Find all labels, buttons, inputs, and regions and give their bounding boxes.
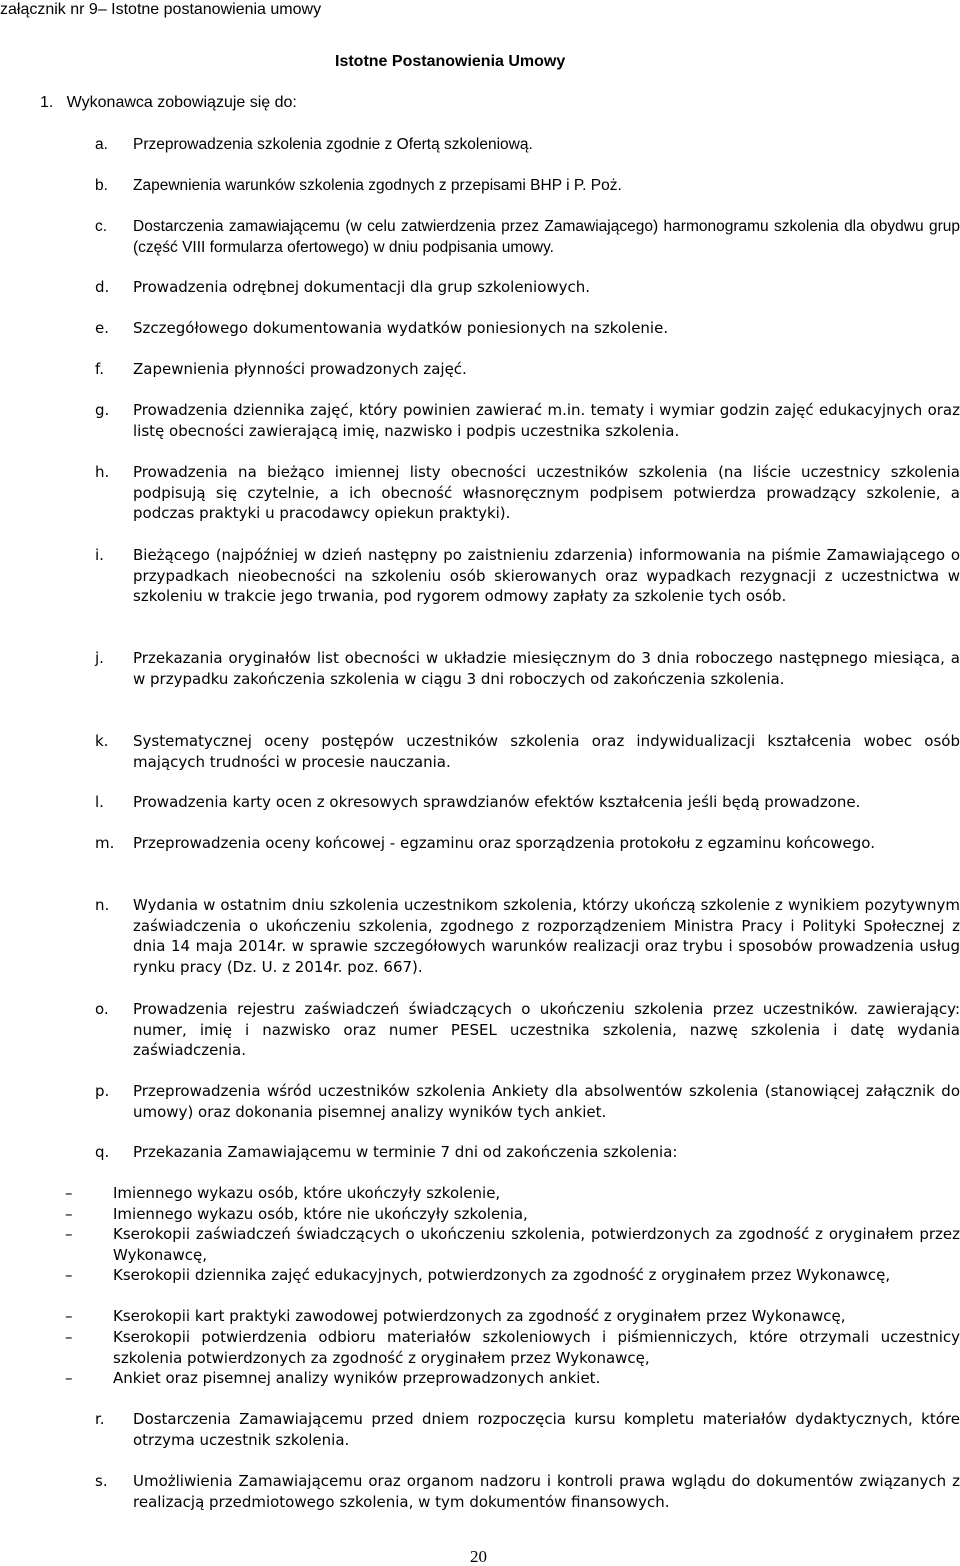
item-label: k. — [95, 732, 109, 750]
list-item — [95, 545, 960, 607]
dash-text: Kserokopii zaświadczeń świadczących o ukończeniu szkolenia, potwierdzonych za zgodność z oryginałem przez Wykonawcę, — [113, 1225, 960, 1264]
item-text: Prowadzenia dziennika zajęć, który powinien zawierać m.in. tematy i wymiar godzin zajęć edukacyjnych oraz listę obecności zawierającą imię, nazwisko i podpis uczestnika szkolenia. — [133, 401, 960, 440]
dash-item — [65, 1265, 960, 1286]
item-text: Prowadzenia odrębnej dokumentacji dla grup szkoleniowych. — [133, 278, 591, 296]
item-text: Systematycznej oceny postępów uczestników szkolenia oraz indywidualizacji kształcenia wobec osób mających trudności w procesie nauczania. — [133, 732, 960, 771]
item-label: j. — [95, 649, 104, 667]
intro-clause: 1. Wykonawca zobowiązuje się do: — [40, 94, 297, 111]
item-text: Prowadzenia rejestru zaświadczeń świadczących o ukończeniu szkolenia przez uczestników. zawierający: numer, imię i nazwisko oraz numer PESEL uczestnika szkolenia, nazwę szkolenia i datę wydania zaświadczenia. — [133, 1000, 960, 1060]
list-item — [95, 277, 960, 298]
list-item — [95, 648, 960, 689]
item-text: Wydania w ostatnim dniu szkolenia uczestnikom szkolenia, którzy ukończą szkolenie z wynikiem pozytywnym zaświadczenia o ukończeniu szkolenia, zgodnego z rozporządzeniem Ministra Pracy i Polityki Społecznej z dnia 14 maja 2014r. w sprawie szczegółowych warunków realizacji oraz trybu i sposobów prowadzenia usług rynku pracy (Dz. U. z 2014r. poz. 667). — [133, 896, 960, 976]
list-item — [95, 175, 960, 196]
item-text: Umożliwienia Zamawiającemu oraz organom nadzoru i kontroli prawa wglądu do dokumentów związanych z realizacją przedmiotowego szkolenia, w tym dokumentów finansowych. — [133, 1472, 960, 1511]
item-text: Prowadzenia karty ocen z okresowych sprawdzianów efektów kształcenia jeśli będą prowadzone. — [133, 793, 861, 811]
list-item — [95, 462, 960, 524]
list-item — [95, 1142, 960, 1163]
item-label: h. — [95, 463, 110, 481]
dash-item — [65, 1204, 960, 1225]
document-title: Istotne Postanowienia Umowy — [335, 53, 566, 70]
item-text: Przeprowadzenia szkolenia zgodnie z Ofertą szkoleniową. — [133, 136, 533, 153]
item-text: Szczegółowego dokumentowania wydatków poniesionych na szkolenie. — [133, 319, 669, 337]
item-text: Przeprowadzenia oceny końcowej - egzaminu oraz sporządzenia protokołu z egzaminu końcowego. — [133, 834, 875, 852]
list-item — [95, 999, 960, 1061]
list-item — [95, 1471, 960, 1512]
item-text: Przekazania oryginałów list obecności w układzie miesięcznym do 3 dnia roboczego następnego miesiąca, a w przypadku zakończenia szkolenia w ciągu 3 dni roboczych od zakończenia szkolenia. — [133, 649, 960, 688]
dash-bullet: – — [65, 1266, 73, 1284]
item-label: f. — [95, 360, 104, 378]
item-label: q. — [95, 1143, 110, 1161]
item-label: a. — [95, 136, 108, 153]
item-text: Przeprowadzenia wśród uczestników szkolenia Ankiety dla absolwentów szkolenia (stanowiącej załącznik do umowy) oraz dokonania pisemnej analizy wyników tych ankiet. — [133, 1082, 960, 1121]
dash-bullet: – — [65, 1369, 73, 1387]
dash-item — [65, 1183, 960, 1204]
list-item — [95, 833, 960, 854]
dash-bullet: – — [65, 1184, 73, 1202]
item-label: s. — [95, 1472, 108, 1490]
list-item — [95, 895, 960, 977]
item-label: n. — [95, 896, 110, 914]
item-text: Przekazania Zamawiającemu w terminie 7 dni od zakończenia szkolenia: — [133, 1143, 678, 1161]
list-item — [95, 1409, 960, 1450]
item-label: m. — [95, 834, 115, 852]
page-number: 20 — [470, 1547, 487, 1566]
item-label: b. — [95, 177, 108, 194]
dash-bullet: – — [65, 1307, 73, 1325]
item-label: e. — [95, 319, 109, 337]
list-item — [95, 318, 960, 339]
item-label: l. — [95, 793, 104, 811]
attachment-note: załącznik nr 9– Istotne postanowienia umowy — [0, 1, 322, 18]
dash-item — [65, 1368, 960, 1389]
dash-item — [65, 1327, 960, 1368]
item-label: r. — [95, 1410, 105, 1428]
dash-text: Ankiet oraz pisemnej analizy wyników przeprowadzonych ankiet. — [113, 1369, 601, 1387]
item-label: c. — [95, 218, 108, 235]
list-item — [95, 216, 960, 258]
list-item — [95, 134, 960, 155]
item-text: Bieżącego (najpóźniej w dzień następny po zaistnieniu zdarzenia) informowania na piśmie Zamawiającego o przypadkach nieobecności na szkoleniu osób skierowanych oraz wypadkach rezygnacji z uczestnictwa w szkoleniu w trakcie jego trwania, pod rygorem odmowy zapłaty za szkolenie tych osób. — [133, 546, 960, 606]
item-text: Dostarczenia Zamawiającemu przed dniem rozpoczęcia kursu kompletu materiałów dydaktycznych, które otrzyma uczestnik szkolenia. — [133, 1410, 960, 1449]
list-item — [95, 1081, 960, 1122]
item-text: Zapewnienia płynności prowadzonych zajęć. — [133, 360, 467, 378]
dash-text: Kserokopii dziennika zajęć edukacyjnych, potwierdzonych za zgodność z oryginałem przez Wykonawcę, — [113, 1266, 891, 1284]
dash-item — [65, 1224, 960, 1265]
dash-bullet: – — [65, 1328, 73, 1346]
item-text: Zapewnienia warunków szkolenia zgodnych z przepisami BHP i P. Poż. — [133, 177, 622, 194]
item-label: d. — [95, 278, 110, 296]
list-item — [95, 400, 960, 441]
list-item — [95, 731, 960, 772]
dash-text: Kserokopii kart praktyki zawodowej potwierdzonych za zgodność z oryginałem przez Wykonawcę, — [113, 1307, 846, 1325]
list-item — [95, 792, 960, 813]
dash-text: Imiennego wykazu osób, które ukończyły szkolenie, — [113, 1184, 501, 1202]
dash-text: Kserokopii potwierdzenia odbioru materiałów szkoleniowych i piśmienniczych, które otrzymali uczestnicy szkolenia potwierdzonych za zgodność z oryginałem przez Wykonawcę, — [113, 1328, 960, 1367]
item-label: p. — [95, 1082, 110, 1100]
item-text: Dostarczenia zamawiającemu (w celu zatwierdzenia przez Zamawiającego) harmonogramu szkolenia dla obydwu grup (część VIII formularza ofertowego) w dniu podpisania umowy. — [133, 218, 960, 256]
item-label: g. — [95, 401, 110, 419]
dash-bullet: – — [65, 1205, 73, 1223]
item-label: i. — [95, 546, 104, 564]
dash-item — [65, 1306, 960, 1327]
item-text: Prowadzenia na bieżąco imiennej listy obecności uczestników szkolenia (na liście uczestnicy szkolenia podpisują się czytelnie, a ich obecność własnoręcznym podpisem potwierdza prowadzący szkolenie, a podczas praktyki u pracodawcy opiekun praktyki). — [133, 463, 960, 523]
item-label: o. — [95, 1000, 109, 1018]
dash-bullet: – — [65, 1225, 73, 1243]
list-item — [95, 359, 960, 380]
dash-text: Imiennego wykazu osób, które nie ukończyły szkolenia, — [113, 1205, 528, 1223]
